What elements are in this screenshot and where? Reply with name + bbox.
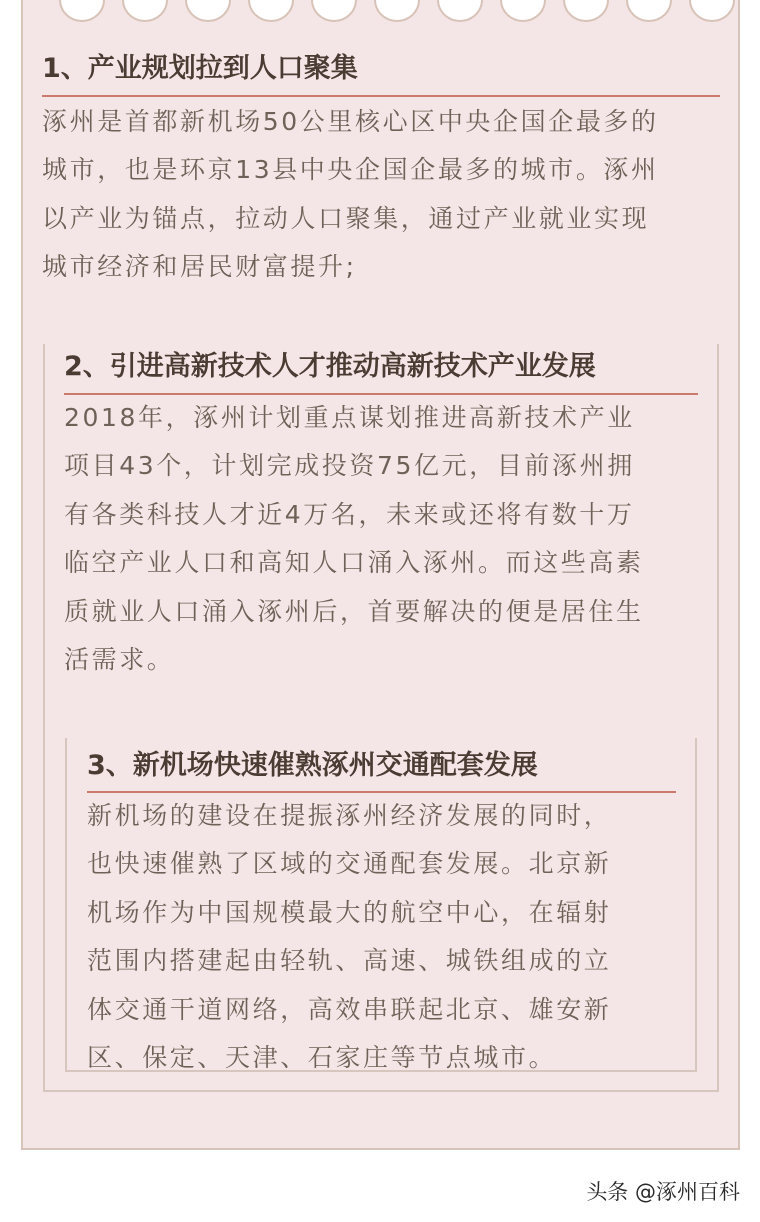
paragraph-line: 项目43个，计划完成投资75亿元，目前涿州拥 <box>64 451 635 481</box>
scallop <box>563 0 609 22</box>
paragraph-line: 质就业人口涌入涿州后，首要解决的便是居住生 <box>64 596 644 626</box>
section-2-heading: 2、引进高新技术人才推动高新技术产业发展 <box>64 351 596 382</box>
scallop <box>311 0 357 22</box>
scallop <box>248 0 294 22</box>
section-3-heading: 3、新机场快速催熟涿州交通配套发展 <box>87 750 538 781</box>
section-1-paragraph <box>42 98 659 292</box>
scalloped-top-border <box>21 0 740 24</box>
paragraph-line: 临空产业人口和高知人口涌入涿州。而这些高素 <box>64 548 644 578</box>
paragraph-line: 有各类科技人才近4万名，未来或还将有数十万 <box>64 499 635 529</box>
paragraph-line: 2018年，涿州计划重点谋划推进高新技术产业 <box>64 403 635 432</box>
paragraph-line: 区、保定、天津、石家庄等节点城市。 <box>87 1043 557 1073</box>
paragraph-line: 城市，也是环京13县中央企国企最多的城市。涿州 <box>42 155 659 185</box>
scallop <box>185 0 231 22</box>
section-2-frame-right <box>717 344 719 1092</box>
paragraph-line: 活需求。 <box>64 645 175 675</box>
section-3-paragraph <box>87 792 611 1082</box>
paragraph-line: 体交通干道网络，高效串联起北京、雄安新 <box>87 994 612 1024</box>
scallop <box>374 0 420 22</box>
scallop <box>59 0 105 22</box>
paragraph-line: 新机场的建设在提振涿州经济发展的同时， <box>87 801 612 830</box>
section-2-paragraph <box>64 394 644 684</box>
paragraph-line: 城市经济和居民财富提升; <box>42 252 357 282</box>
scallop <box>626 0 672 22</box>
section-3-frame-left <box>65 738 67 1072</box>
section-3-frame-right <box>695 738 697 1072</box>
scallop <box>437 0 483 22</box>
paragraph-line: 也快速催熟了区域的交通配套发展。北京新 <box>87 849 612 879</box>
scallop <box>500 0 546 22</box>
paragraph-line: 机场作为中国规模最大的航空中心，在辐射 <box>87 897 612 927</box>
section-1-rule <box>42 95 720 97</box>
scallop <box>122 0 168 22</box>
scallop <box>689 0 735 22</box>
section-2-frame-bottom <box>43 1090 719 1092</box>
paragraph-line: 以产业为锚点，拉动人口聚集，通过产业就业实现 <box>42 203 650 233</box>
paragraph-line: 范围内搭建起由轻轨、高速、城铁组成的立 <box>87 946 612 976</box>
section-1-heading: 1、产业规划拉到人口聚集 <box>42 53 358 84</box>
source-watermark: 头条 @涿州百科 <box>586 1180 740 1204</box>
section-2-frame-left <box>43 344 45 1092</box>
paragraph-line: 涿州是首都新机场50公里核心区中央企国企最多的 <box>42 107 659 136</box>
